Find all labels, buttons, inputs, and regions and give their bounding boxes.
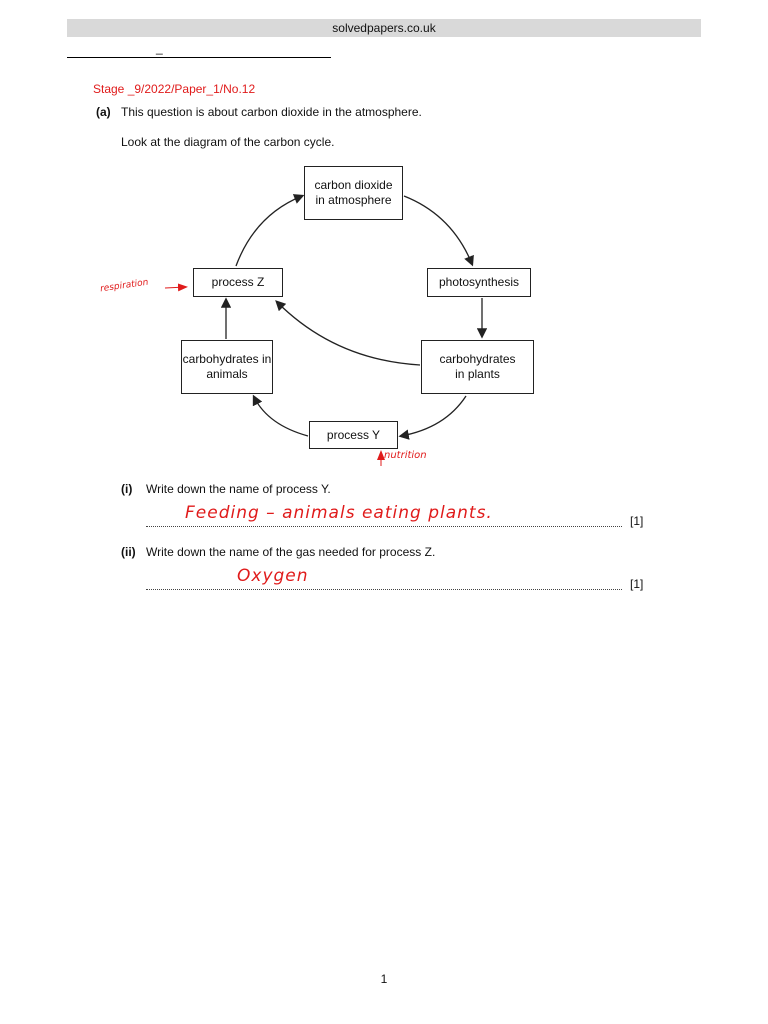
arrow-plants-to-z	[277, 302, 420, 365]
answer-ii: Oxygen	[237, 566, 309, 586]
sub-ii-marks: [1]	[630, 577, 644, 591]
carb-plants-line2: in plants	[455, 367, 500, 381]
carb-animals-line1: carbohydrates in	[182, 352, 272, 366]
arrow-plants-to-y	[401, 396, 466, 436]
respiration-annotation: respiration	[99, 277, 150, 295]
header-underscore: _	[156, 41, 163, 55]
carb-plants-line1: carbohydrates	[439, 352, 516, 366]
answer-i: Feeding – animals eating plants.	[185, 503, 493, 523]
stage-reference: Stage _9/2022/Paper_1/No.12	[93, 82, 256, 96]
part-a-text: This question is about carbon dioxide in the atmosphere.	[121, 105, 422, 119]
process-z-label: process Z	[211, 275, 265, 289]
site-name: solvedpapers.co.uk	[332, 21, 436, 35]
answer-ii-line	[146, 589, 622, 590]
co2-line1: carbon dioxide	[314, 178, 393, 192]
sub-ii-text: Write down the name of the gas needed for process Z.	[146, 545, 436, 559]
top-rule	[67, 57, 331, 58]
co2-atmosphere-box	[304, 166, 403, 220]
diagram-intro: Look at the diagram of the carbon cycle.	[121, 135, 335, 149]
photosynthesis-box	[427, 268, 531, 297]
arrow-z-to-co2	[236, 196, 302, 266]
arrow-co2-to-photosynthesis	[404, 196, 472, 264]
process-z-box	[193, 268, 283, 297]
carbohydrates-plants-box	[421, 340, 534, 394]
respiration-pointer	[165, 287, 186, 288]
sub-i-marks: [1]	[630, 514, 644, 528]
nutrition-annotation: nutrition	[384, 450, 427, 461]
carbohydrates-animals-box	[181, 340, 273, 394]
sub-i-label: (i)	[121, 482, 133, 496]
process-y-box	[309, 421, 398, 449]
photosynthesis-label: photosynthesis	[438, 275, 520, 289]
process-y-label: process Y	[326, 427, 381, 442]
part-a-label: (a)	[96, 105, 111, 119]
page-number: 1	[380, 972, 388, 986]
site-header	[67, 19, 701, 37]
carb-animals-line2: animals	[206, 367, 248, 381]
answer-i-line	[146, 526, 622, 527]
sub-ii-label: (ii)	[121, 545, 136, 559]
arrow-y-to-animals	[254, 397, 308, 436]
sub-i-text: Write down the name of process Y.	[146, 482, 331, 496]
co2-line2: in atmosphere	[315, 193, 392, 207]
